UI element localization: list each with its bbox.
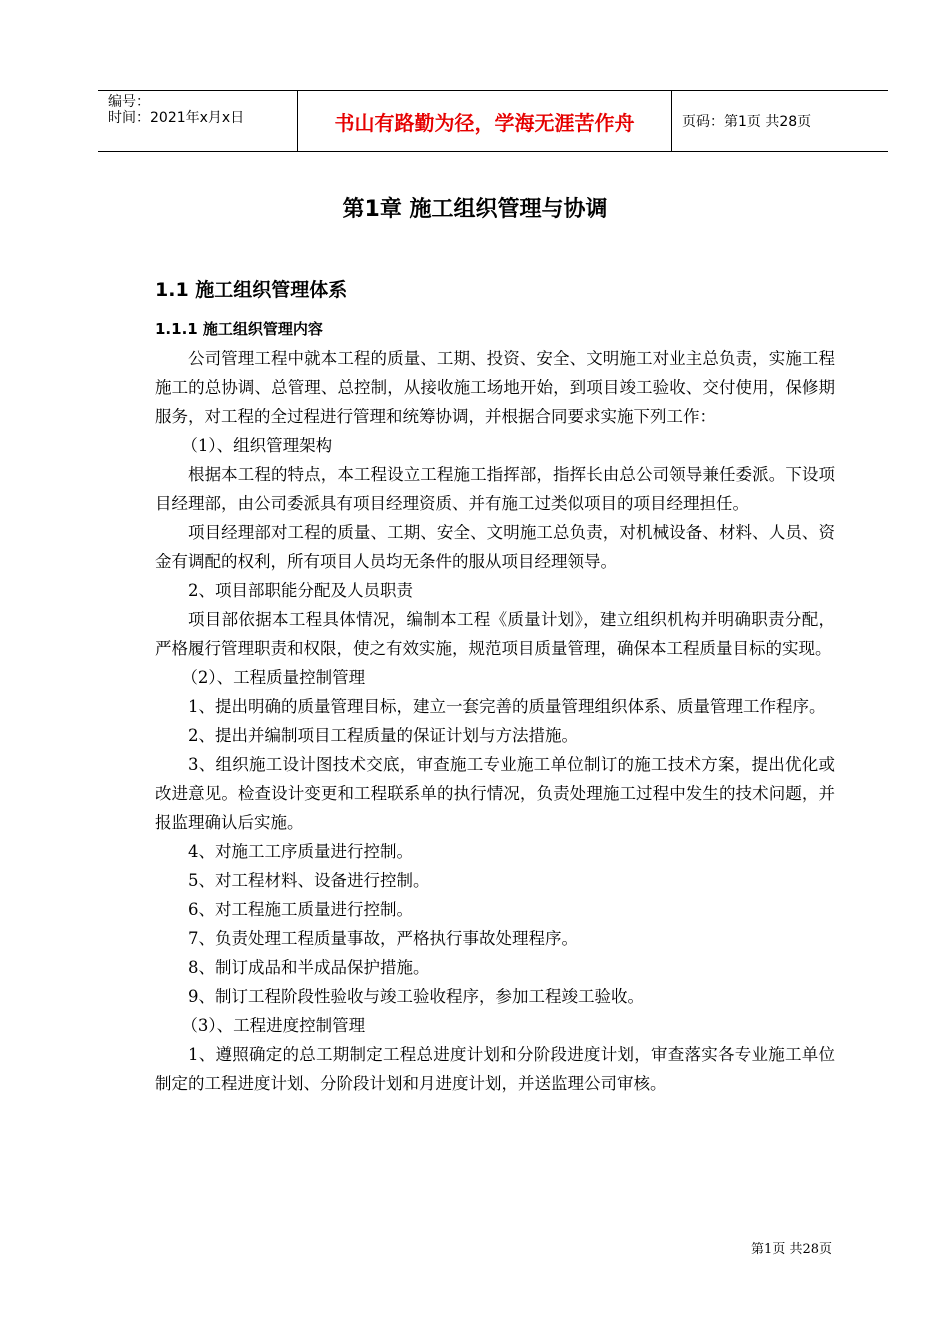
header-page-info: 页码：第1页 共28页 [682,114,812,130]
paragraph: （1）、组织管理架构 [181,436,333,455]
paragraph: 4、对施工工序质量进行控制。 [188,842,413,861]
header-meta [98,91,298,151]
paragraph: 6、对工程施工质量进行控制。 [188,900,413,919]
paragraph: （3）、工程进度控制管理 [181,1016,366,1035]
document-body [155,344,835,1098]
paragraph: 3、组织施工设计图技术交底，审查施工专业施工单位制订的施工技术方案，提出优化或改进意见。检查设计变更和工程联系单的执行情况，负责处理施工过程中发生的技术问题，并报监理确认后实施。 [155,755,835,832]
chapter-title: 第1章 施工组织管理与协调 [342,197,608,222]
page-footer: 第1页 共28页 [751,1242,832,1257]
paragraph: 9、制订工程阶段性验收与竣工验收程序，参加工程竣工验收。 [188,987,644,1006]
document-number-label: 编号： [108,94,150,110]
paragraph: 根据本工程的特点，本工程设立工程施工指挥部，指挥长由总公司领导兼任委派。下设项目经理部，由公司委派具有项目经理资质、并有施工过类似项目的项目经理担任。 [155,465,835,513]
paragraph: 8、制订成品和半成品保护措施。 [188,958,430,977]
paragraph: 7、负责处理工程质量事故，严格执行事故处理程序。 [188,929,578,948]
subsection-heading: 1.1.1 施工组织管理内容 [155,320,323,338]
paragraph: 2、项目部职能分配及人员职责 [188,581,413,600]
paragraph: 1、遵照确定的总工期制定工程总进度计划和分阶段进度计划，审查落实各专业施工单位制定的工程进度计划、分阶段计划和月进度计划，并送监理公司审核。 [155,1045,835,1093]
paragraph: 项目部依据本工程具体情况，编制本工程《质量计划》，建立组织机构并明确职责分配，严格履行管理职责和权限，使之有效实施，规范项目质量管理，确保本工程质量目标的实现。 [155,610,835,658]
paragraph: 5、对工程材料、设备进行控制。 [188,871,430,890]
section-heading: 1.1 施工组织管理体系 [155,279,348,301]
document-time: 时间：2021年x月x日 [108,110,245,126]
paragraph: 1、提出明确的质量管理目标，建立一套完善的质量管理组织体系、质量管理工作程序。 [188,697,826,716]
paragraph: 项目经理部对工程的质量、工期、安全、文明施工总负责，对机械设备、材料、人员、资金有调配的权利，所有项目人员均无条件的服从项目经理领导。 [155,523,835,571]
paragraph: 2、提出并编制项目工程质量的保证计划与方法措施。 [188,726,578,745]
header-motto: 书山有路勤为径，学海无涯苦作舟 [298,91,672,151]
paragraph: （2）、工程质量控制管理 [181,668,366,687]
paragraph: 公司管理工程中就本工程的质量、工期、投资、安全、文明施工对业主总负责，实施工程施工的总协调、总管理、总控制，从接收施工场地开始，到项目竣工验收、交付使用，保修期服务，对工程的全过程进行管理和统筹协调，并根据合同要求实施下列工作： [155,349,835,426]
page-header [98,90,888,152]
